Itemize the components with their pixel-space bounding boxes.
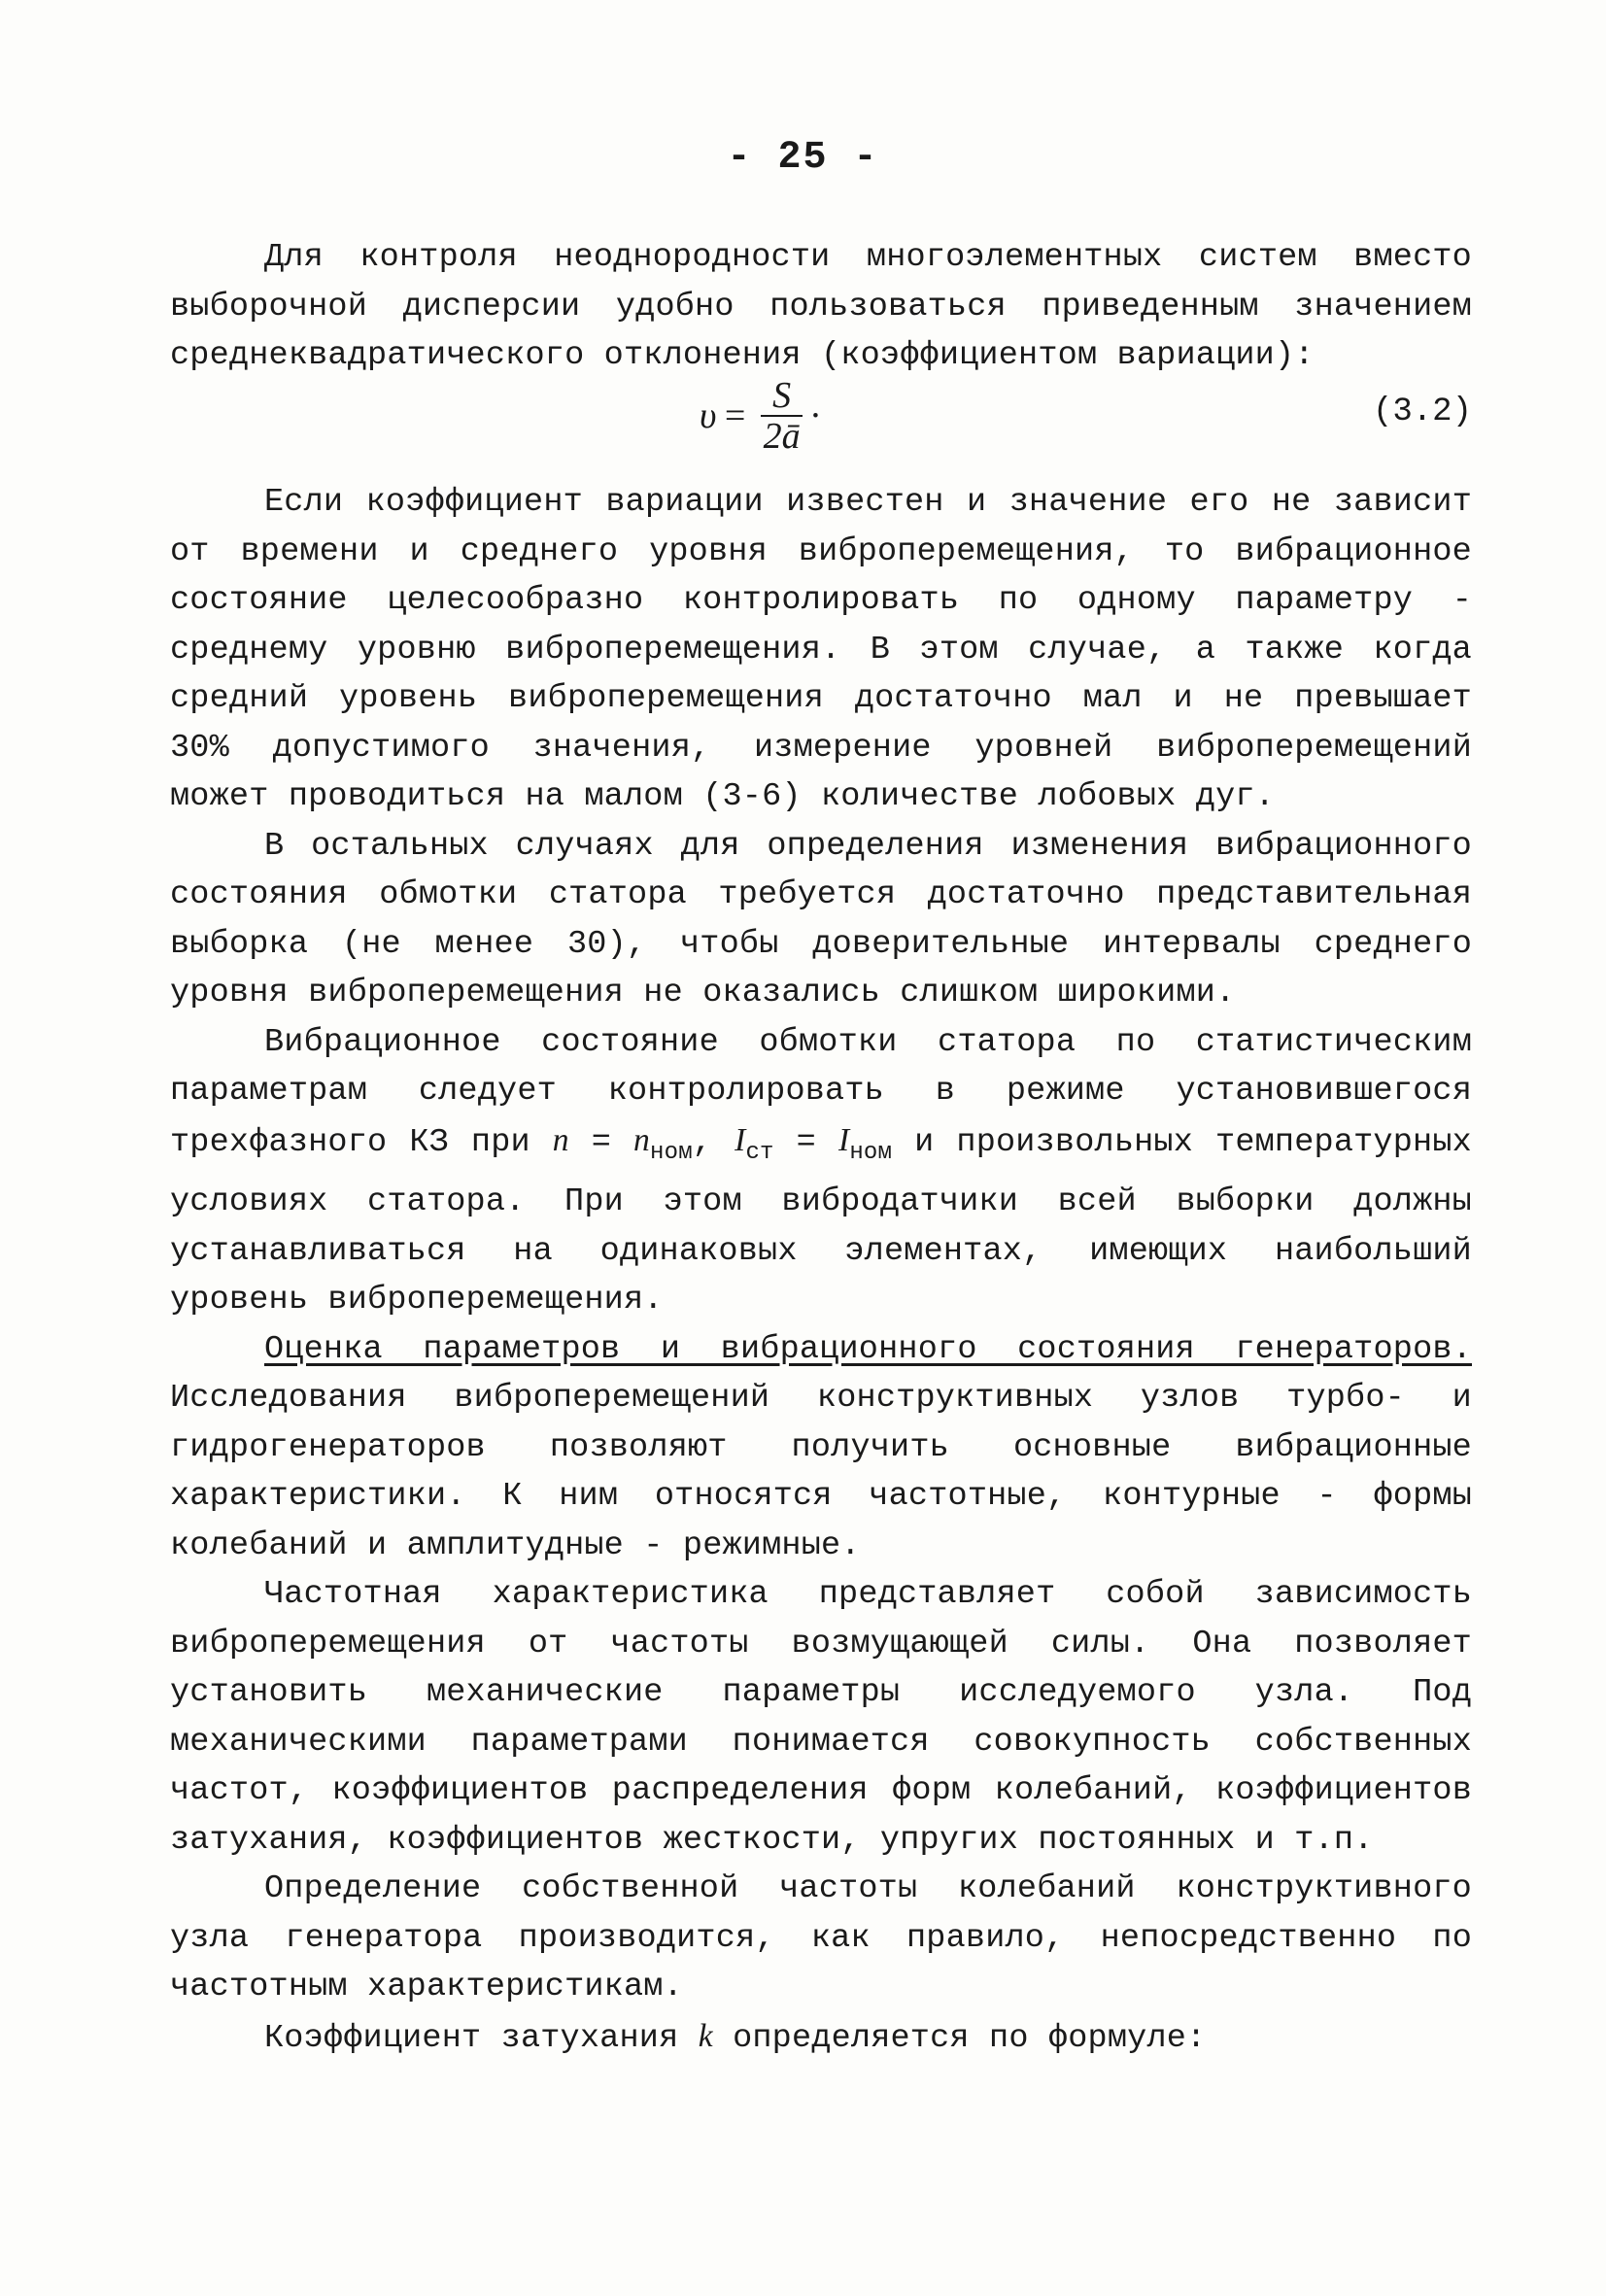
symbol-n: n (552, 1121, 569, 1158)
symbol-I-st: I (735, 1121, 746, 1158)
formula-fraction (761, 376, 803, 456)
paragraph-3-part-b: и произвольных температурных условиях статора. При этом вибродатчики всей выборки должны устанавливаться на одинаковых элементах, имеющих наибольший уровень виброперемещения. (170, 1123, 1472, 1319)
paragraph-7-part-b: определяется по формуле: (733, 2019, 1207, 2057)
intro-paragraph-block (170, 233, 1472, 381)
section-heading: Оценка параметров и вибрационного состояния генераторов. (264, 1330, 1472, 1368)
formula-number-tag: (3.2) (1372, 394, 1472, 430)
page-number: - 25 - (727, 136, 879, 180)
paragraph-7 (170, 2012, 1472, 2064)
paragraph-3 (170, 1018, 1472, 1325)
formula-coefficient-of-variation (700, 372, 820, 460)
symbol-k: k (698, 2017, 713, 2054)
formula-numerator: S (761, 376, 803, 417)
subscript-st: ст (745, 1139, 774, 1166)
main-text-block (170, 478, 1472, 2063)
formula-denominator: 2ā (763, 416, 801, 457)
equals-sign-2: = (796, 1123, 816, 1161)
formula-lhs: υ (700, 395, 717, 436)
symbol-I-nom: I (837, 1121, 850, 1158)
paragraph-4 (170, 1325, 1472, 1571)
paragraph-5: Частотная характеристика представляет собой зависимость виброперемещения от частоты возмущающей силы. Она позволяет установить механические параметры исследуемого узла. Под механическими параметрами понимается совокупность собственных частот, коэффициентов распределения форм колебаний, коэффициентов затухания, коэффициентов жесткости, упругих постоянных и т.п. (170, 1576, 1472, 1859)
formula-equals: = (722, 395, 748, 436)
intro-paragraph: Для контроля неоднородности многоэлементных систем вместо выборочной дисперсии удобно пользоваться приведенным значением среднеквадратического отклонения (коэффициентом вариации): (170, 239, 1472, 374)
symbol-n-nom: n (633, 1121, 650, 1158)
formula-row-3-2 (170, 372, 1472, 460)
paragraph-3-part-a: Вибрационное состояние обмотки статора по статистическим параметрам следует контролировать в режиме установившегося трехфазного КЗ при (170, 1023, 1472, 1161)
subscript-nom-1: ном (649, 1139, 693, 1166)
formula-trailing-dot: · (810, 395, 820, 436)
equals-sign-1: = (591, 1123, 612, 1161)
subscript-nom-2: ном (849, 1139, 893, 1166)
comma-separator: , (692, 1123, 713, 1161)
paragraph-4-body: Исследования виброперемещений конструктивных узлов турбо- и гидрогенераторов позволяют получить основные вибрационные характеристики. К ним относятся частотные, контурные - формы колебаний и амплитудные - режимные. (170, 1380, 1472, 1564)
paragraph-2: В остальных случаях для определения изменения вибрационного состояния обмотки статора требуется достаточно представительная выборка (не менее 30), чтобы доверительные интервалы среднего уровня виброперемещения не оказались слишком широкими. (170, 827, 1472, 1011)
paragraph-7-part-a: Коэффициент затухания (264, 2019, 679, 2057)
paragraph-6: Определение собственной частоты колебаний конструктивного узла генератора производится, как правило, непосредственно по частотным характеристикам. (170, 1870, 1472, 2005)
paragraph-1: Если коэффициент вариации известен и значение его не зависит от времени и среднего уровня виброперемещения, то вибрационное состояние целесообразно контролировать по одному параметру - среднему уровню виброперемещения. В этом случае, а также когда средний уровень виброперемещения достаточно мал и не превышает 30% допустимого значения, измерение уровней виброперемещений может проводиться на малом (3-6) количестве лобовых дуг. (170, 484, 1472, 815)
